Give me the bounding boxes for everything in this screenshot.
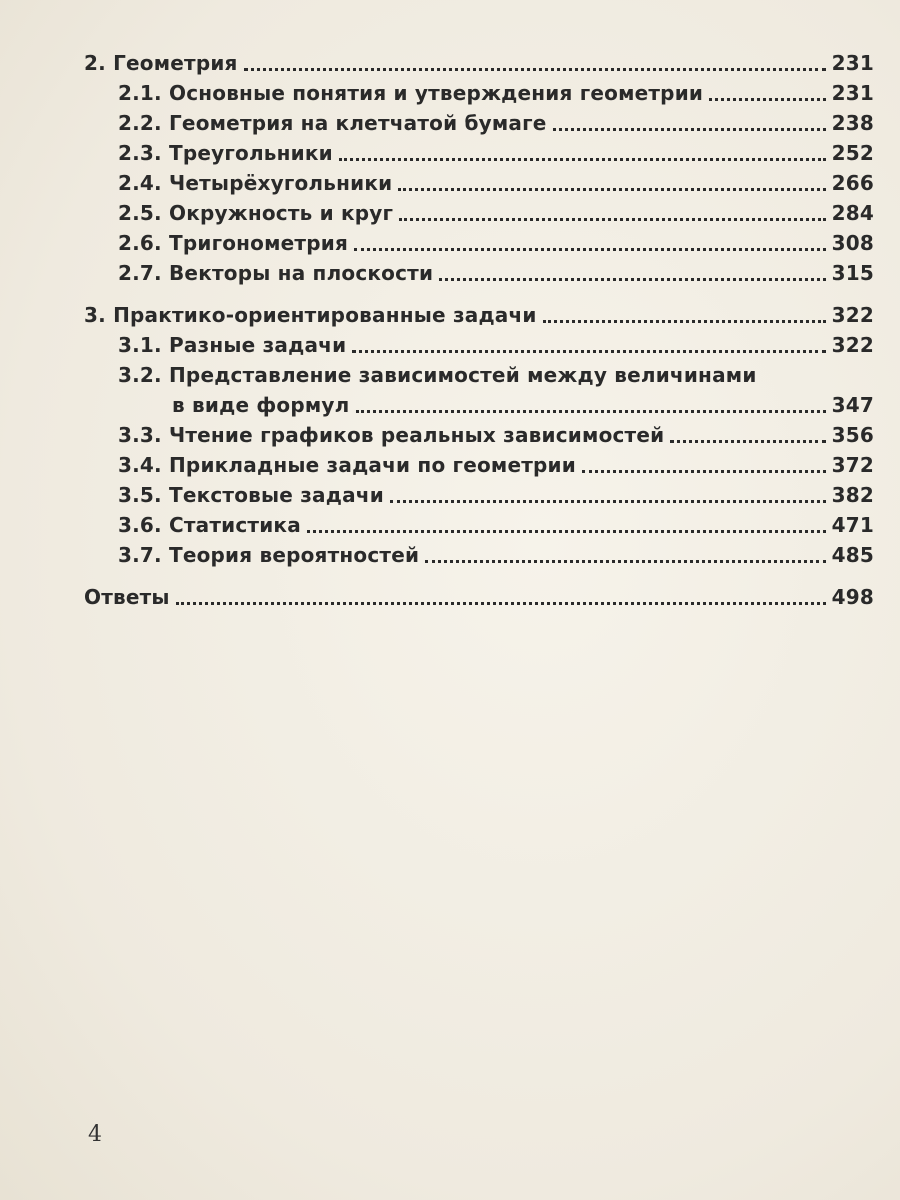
- toc-page: 231: [831, 81, 874, 105]
- table-of-contents: [84, 48, 874, 612]
- toc-title: Ответы: [84, 585, 170, 609]
- toc-title: 2.7. Векторы на плоскости: [118, 261, 434, 285]
- toc-page: 347: [831, 393, 874, 417]
- toc-title: 3.6. Статистика: [118, 513, 301, 537]
- toc-leader-dots: [709, 98, 826, 101]
- toc-page: 252: [831, 141, 874, 165]
- toc-title: 2.5. Окружность и круг: [118, 201, 394, 225]
- toc-row: [84, 510, 874, 540]
- toc-leader-dots: [553, 128, 826, 131]
- toc-row: [84, 360, 874, 390]
- toc-leader-dots: [352, 350, 825, 353]
- toc-page: 238: [831, 111, 874, 135]
- toc-row: [84, 390, 874, 420]
- toc-leader-dots: [582, 470, 826, 473]
- toc-title: 3.5. Текстовые задачи: [118, 483, 384, 507]
- toc-row: [84, 582, 874, 612]
- toc-leader-dots: [176, 602, 826, 605]
- toc-page: 322: [831, 303, 874, 327]
- toc-leader-dots: [439, 278, 825, 281]
- toc-row: [84, 78, 874, 108]
- toc-page: 498: [831, 585, 874, 609]
- toc-page: 382: [831, 483, 874, 507]
- toc-leader-dots: [398, 188, 825, 191]
- toc-page: 231: [831, 51, 874, 75]
- toc-row: [84, 48, 874, 78]
- page-number: 4: [88, 1122, 102, 1147]
- toc-row: [84, 540, 874, 570]
- toc-row: [84, 300, 874, 330]
- toc-title: в виде формул: [172, 393, 350, 417]
- toc-leader-dots: [543, 320, 826, 323]
- toc-page: 308: [831, 231, 874, 255]
- toc-title: 2.4. Четырёхугольники: [118, 171, 393, 195]
- toc-leader-dots: [339, 158, 826, 161]
- toc-row: [84, 198, 874, 228]
- toc-row: [84, 228, 874, 258]
- toc-title: 3.4. Прикладные задачи по геометрии: [118, 453, 576, 477]
- toc-page: 315: [831, 261, 874, 285]
- toc-title: 3.2. Представление зависимостей между величинами: [118, 363, 757, 387]
- toc-row: [84, 480, 874, 510]
- toc-leader-dots: [390, 500, 826, 503]
- toc-page: 372: [831, 453, 874, 477]
- toc-leader-dots: [354, 248, 826, 251]
- toc-page: 471: [831, 513, 874, 537]
- toc-row: [84, 330, 874, 360]
- toc-leader-dots: [356, 410, 826, 413]
- toc-title: 3.1. Разные задачи: [118, 333, 347, 357]
- toc-leader-dots: [244, 68, 826, 71]
- toc-row: [84, 168, 874, 198]
- toc-page: 284: [831, 201, 874, 225]
- toc-page: 485: [831, 543, 874, 567]
- toc-title: 2. Геометрия: [84, 51, 238, 75]
- toc-leader-dots: [307, 530, 826, 533]
- toc-page: 266: [831, 171, 874, 195]
- toc-title: 2.6. Тригонометрия: [118, 231, 348, 255]
- toc-leader-dots: [425, 560, 825, 563]
- toc-leader-dots: [670, 440, 825, 443]
- toc-title: 2.1. Основные понятия и утверждения геометрии: [118, 81, 704, 105]
- toc-page: 356: [831, 423, 874, 447]
- toc-title: 3. Практико-ориентированные задачи: [84, 303, 537, 327]
- toc-title: 2.3. Треугольники: [118, 141, 333, 165]
- toc-title: 3.3. Чтение графиков реальных зависимостей: [118, 423, 665, 447]
- toc-row: [84, 138, 874, 168]
- toc-page: 322: [831, 333, 874, 357]
- toc-title: 2.2. Геометрия на клетчатой бумаге: [118, 111, 547, 135]
- toc-title: 3.7. Теория вероятностей: [118, 543, 420, 567]
- toc-row: [84, 108, 874, 138]
- toc-leader-dots: [399, 218, 825, 221]
- toc-row: [84, 258, 874, 288]
- toc-row: [84, 450, 874, 480]
- toc-row: [84, 420, 874, 450]
